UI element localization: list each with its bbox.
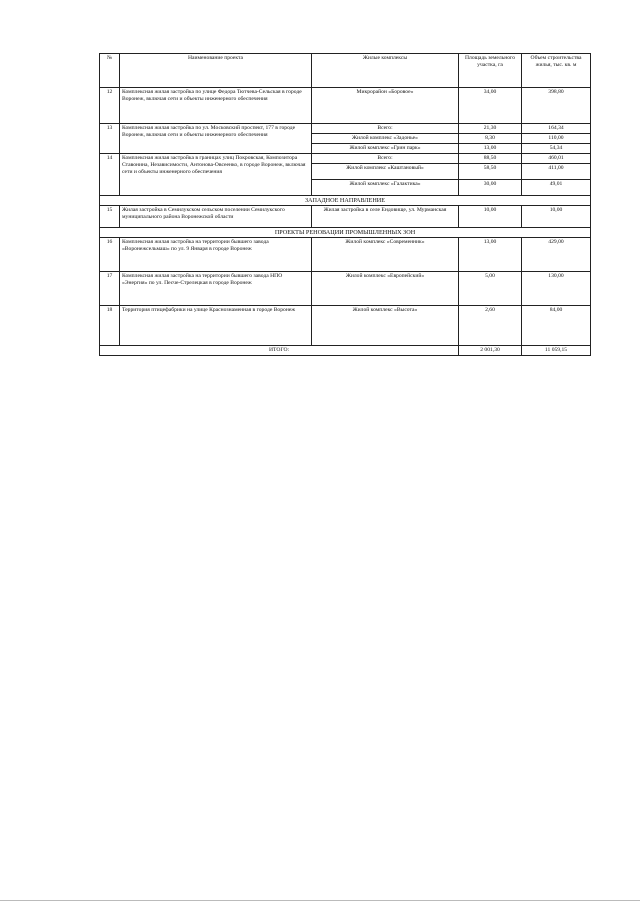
row-area: 2,60: [459, 306, 522, 346]
table-row: [100, 154, 591, 164]
row-complex: Всего:: [312, 154, 459, 164]
row-name: Комплексная жилая застройка в границах улиц Покровская, Композитора Ставонина, Независимости, Антонова-Овсеенко, в городе Воронеж, включая сети и объекты инженерного обеспечения: [120, 154, 312, 196]
row-complex: Жилой комплекс «Высота»: [312, 306, 459, 346]
row-num: 16: [100, 238, 120, 272]
row-volume: 460,01: [522, 154, 591, 164]
row-name: Жилая застройка в Семилукском сельском поселении Семилукского муниципального района Воронежской области: [120, 206, 312, 228]
row-name: Комплексная жилая застройка по улице Федора Тютчева-Сельская в городе Воронеж, включая сети и объекты инженерного обеспечения: [120, 88, 312, 124]
row-area: 30,00: [459, 180, 522, 196]
row-complex: Жилой комплекс «Каштановый»: [312, 164, 459, 180]
total-area: 2 001,30: [459, 346, 522, 356]
row-num: 15: [100, 206, 120, 228]
row-volume: 49,01: [522, 180, 591, 196]
row-volume: 429,00: [522, 238, 591, 272]
row-complex: Жилой комплекс «Грин парк»: [312, 144, 459, 154]
row-area: 58,50: [459, 164, 522, 180]
row-volume: 110,00: [522, 134, 591, 144]
row-num: 18: [100, 306, 120, 346]
section-renovation-heading: ПРОЕКТЫ РЕНОВАЦИИ ПРОМЫШЛЕННЫХ ЗОН: [100, 228, 591, 238]
row-complex: Жилой комплекс «Современник»: [312, 238, 459, 272]
row-complex: Жилой комплекс «Задонье»: [312, 134, 459, 144]
row-volume: 54,34: [522, 144, 591, 154]
header-num: №: [100, 54, 120, 88]
row-complex: Жилая застройка в селе Ендовище, ул. Мурманская: [312, 206, 459, 228]
row-volume: 10,00: [522, 206, 591, 228]
row-complex: Жилой комплекс «Европейский»: [312, 272, 459, 306]
row-area: 8,30: [459, 134, 522, 144]
table-row: [100, 306, 591, 346]
header-area: Площадь земельного участка, га: [459, 54, 522, 88]
total-label: ИТОГО:: [100, 346, 459, 356]
row-complex: Всего:: [312, 124, 459, 134]
table-row: [100, 124, 591, 134]
row-name: Комплексная жилая застройка на территории бывшего завода НПО «Энергия» по ул. Песче-Стрелецкая в городе Воронеж: [120, 272, 312, 306]
section-row: [100, 228, 591, 238]
row-name: Территория птицефабрики на улице Краснознаменная в городе Воронеж: [120, 306, 312, 346]
row-num: 13: [100, 124, 120, 154]
table-row: [100, 206, 591, 228]
header-name: Наименование проекта: [120, 54, 312, 88]
header-complexes: Жилые комплексы: [312, 54, 459, 88]
row-complex: Жилой комплекс «Галактика»: [312, 180, 459, 196]
row-area: 13,00: [459, 238, 522, 272]
row-num: 14: [100, 154, 120, 196]
projects-table: [99, 53, 591, 356]
table-row: [100, 272, 591, 306]
table-row: [100, 238, 591, 272]
table-row: [100, 88, 591, 124]
row-name: Комплексная жилая застройка на территории бывшего завода «Воронежсельмаш» по ул. 9 Января в городе Воронеж: [120, 238, 312, 272]
row-area: 13,00: [459, 144, 522, 154]
row-volume: 84,00: [522, 306, 591, 346]
row-area: 5,00: [459, 272, 522, 306]
row-name: Комплексная жилая застройка по ул. Московский проспект, 177 в городе Воронеж, включая сети и объекты инженерного обеспечения: [120, 124, 312, 154]
section-west-heading: ЗАПАДНОЕ НАПРАВЛЕНИЕ: [100, 196, 591, 206]
table-header-row: [100, 54, 591, 88]
row-area: 34,00: [459, 88, 522, 124]
total-volume: 11 059,15: [522, 346, 591, 356]
header-volume: Объем строительства жилья, тыс. кв. м: [522, 54, 591, 88]
section-row: [100, 196, 591, 206]
page-bottom-edge: [0, 900, 640, 901]
row-volume: 130,00: [522, 272, 591, 306]
row-area: 10,00: [459, 206, 522, 228]
row-volume: 411,00: [522, 164, 591, 180]
row-volume: 164,34: [522, 124, 591, 134]
row-area: 21,30: [459, 124, 522, 134]
total-row: [100, 346, 591, 356]
row-area: 88,50: [459, 154, 522, 164]
row-num: 12: [100, 88, 120, 124]
row-num: 17: [100, 272, 120, 306]
row-complex: Микрорайон «Боровое»: [312, 88, 459, 124]
row-volume: 398,80: [522, 88, 591, 124]
